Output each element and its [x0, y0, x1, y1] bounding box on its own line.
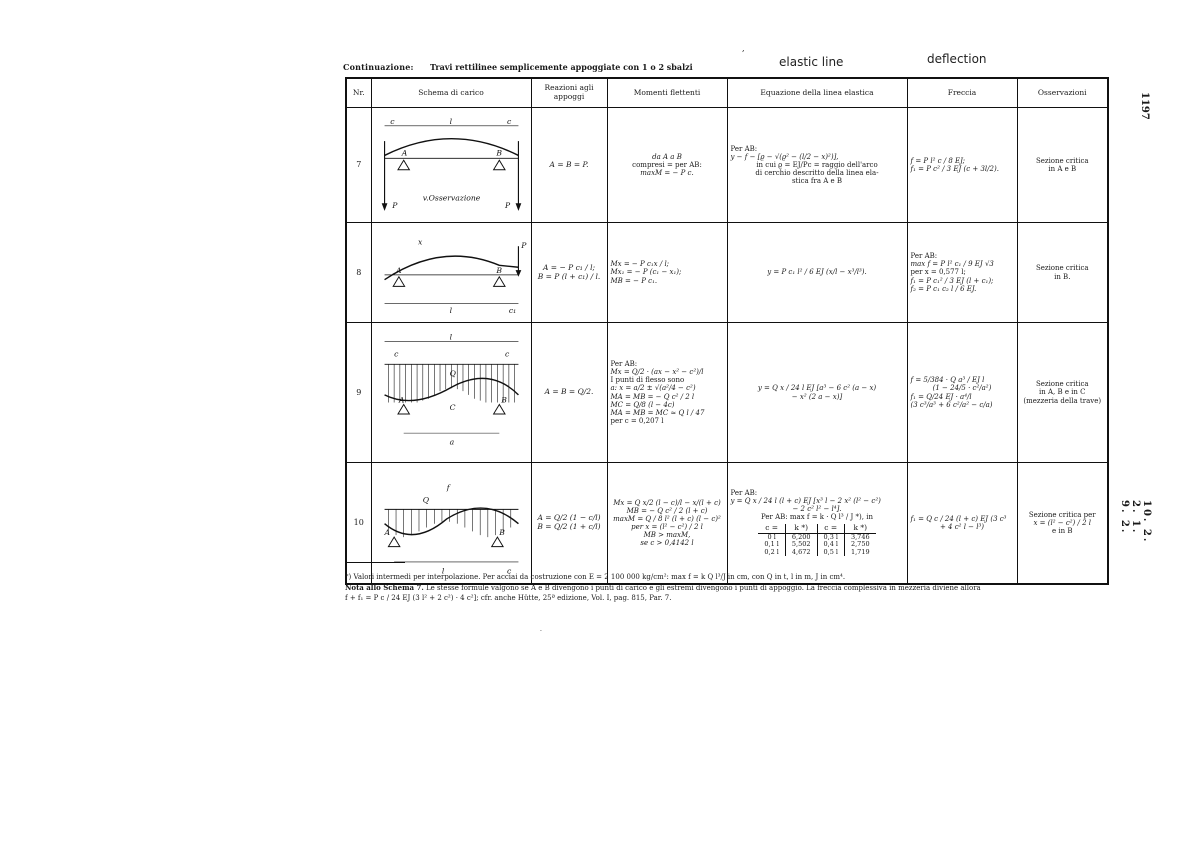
reaction-line: B = P (l + c₁) / l. — [537, 271, 601, 281]
k-value-table — [758, 524, 875, 556]
k-table-cell: 0,5 l — [817, 549, 844, 556]
row-number: 9 — [346, 323, 371, 463]
observation-cell — [1017, 463, 1108, 584]
deflection-line: f₁ = Q/24 EJ · a⁴/l — [910, 392, 972, 401]
handwritten-annotation-elastic: elastic line — [779, 55, 844, 69]
elastic-line: y = Q x / 24 l EJ [a³ − 6 c² (a − x) — [757, 384, 877, 393]
moment-line: Mx = Q/2 · (ax − x² − c²)/l — [610, 368, 704, 377]
svg-text:x: x — [417, 237, 422, 247]
moment-line: MB = − Q c² / 2 (l + c) — [626, 506, 708, 515]
deflection-line: per x = 0,577 l; — [910, 268, 966, 277]
deflection-cell — [907, 463, 1017, 584]
note-line-2: f + f₁ = P c / 24 EJ (3 l² + 2 c²) · 4 c²]; cfr. anche Hütte, 25ª edizione, Vol. I, pag. 815, Par. 7. — [345, 594, 672, 602]
beam-diagram-7 — [375, 109, 528, 221]
col-header-elastic: Equazione della linea elastica — [727, 78, 907, 108]
svg-text:A: A — [401, 148, 407, 158]
observation-cell — [1017, 223, 1108, 323]
load-diagram — [371, 323, 531, 463]
svg-text:B: B — [500, 395, 507, 405]
deflection-line: f = 5/384 · Q a³ / EJ l — [910, 376, 985, 385]
elastic-line: Per AB: — [730, 489, 758, 498]
svg-text:A: A — [384, 528, 390, 538]
svg-text:A: A — [395, 265, 402, 275]
svg-text:c: c — [389, 116, 395, 126]
svg-text:c: c — [506, 566, 511, 576]
observation-line: Sezione critica — [1035, 156, 1089, 165]
deflection-line: f₁ = Q c / 24 (l + c) EJ (3 c³ — [910, 514, 1007, 523]
k-table-cell: 4,672 — [785, 549, 817, 556]
moment-line: maxM = Q / 8 l² (l + c) (l − c)² — [613, 514, 721, 523]
svg-text:Q: Q — [449, 368, 456, 378]
svg-text:a: a — [449, 437, 454, 447]
k-table-cell: 1,719 — [844, 549, 875, 556]
observation-line: x = (l² − c²) / 2 l — [1033, 518, 1092, 527]
k-table-cell: 2,750 — [844, 541, 875, 548]
svg-text:c: c — [504, 349, 509, 359]
table-row — [346, 323, 1108, 463]
stray-mark: · — [540, 628, 542, 635]
table-header-row — [346, 78, 1108, 108]
k-table-cell: 0 l — [767, 533, 776, 541]
svg-text:A: A — [398, 395, 404, 405]
moments-cell — [607, 223, 727, 323]
col-header-observations: Osservazioni — [1017, 78, 1108, 108]
reaction-line: B = Q/2 (1 + c/l) — [537, 521, 601, 531]
deflection-cell — [907, 323, 1017, 463]
row-number: 8 — [346, 223, 371, 323]
elastic-line: y − f − [ϱ − √(ϱ² − (l/2 − x)²)], — [730, 152, 839, 161]
observation-line: (mezzeria della trave) — [1023, 396, 1102, 405]
deflection-line: f₁ = P c² / 3 EJ (c + 3l/2). — [910, 165, 999, 173]
reaction-line: A = B = Q/2. — [544, 387, 594, 397]
svg-text:P: P — [520, 241, 526, 251]
stray-mark: , — [742, 44, 745, 53]
schema-note: v.Osservazione — [422, 193, 480, 203]
moment-line: Mx = − P c₁x / l; — [610, 260, 670, 269]
observation-line: in B. — [1054, 272, 1071, 281]
section-code: 10. 2. 2. 1. 9. 2. — [1119, 500, 1152, 544]
col-header-deflection: Freccia — [907, 78, 1017, 108]
footnote-rule — [345, 562, 405, 563]
table-row — [346, 108, 1108, 223]
elastic-line: in cui ϱ = EJ/Pc = raggio dell'arco — [756, 160, 878, 169]
moment-line: MA = MB = MC ≈ Q l / 47 — [610, 408, 705, 417]
svg-text:f: f — [446, 483, 450, 493]
page-number: 1197 — [1139, 92, 1150, 120]
svg-text:B: B — [498, 528, 505, 538]
handwritten-annotation-deflection: deflection — [927, 52, 987, 66]
beam-diagram-10 — [375, 464, 528, 582]
reactions-cell — [531, 108, 607, 223]
deflection-line: (3 c³/a³ + 6 c²/a² − c/a) — [910, 400, 993, 409]
deflection-line: + 4 c² l − l³) — [939, 522, 985, 531]
k-table-cell: 3,746 — [844, 533, 875, 541]
svg-text:Q: Q — [422, 495, 429, 505]
svg-text:P: P — [504, 201, 510, 211]
elastic-line: − x² (2 a − x)] — [791, 392, 843, 401]
deflection-cell — [907, 223, 1017, 323]
moments-cell — [607, 323, 727, 463]
elastic-line-cell — [727, 463, 907, 584]
elastic-line-cell — [727, 323, 907, 463]
svg-text:l: l — [449, 306, 452, 316]
elastic-line-cell — [727, 108, 907, 223]
moment-line: MB = − P c₁. — [610, 276, 658, 285]
elastic-line: Per AB: — [730, 144, 758, 153]
moment-line: Per AB: — [610, 360, 638, 369]
k-table-cell: 0,4 l — [817, 541, 844, 548]
moment-line: maxM = − P c. — [640, 169, 694, 178]
deflection-line: Per AB: — [910, 252, 938, 261]
moment-line: MB > maxM, — [643, 530, 691, 539]
moment-line: Mx = Q x/2 (l − c)/l − x/(l + c) — [613, 498, 721, 507]
reaction-line: A = Q/2 (1 − c/l) — [537, 513, 601, 523]
beam-formula-table — [345, 77, 1109, 585]
beam-diagram-8 — [375, 224, 528, 321]
elastic-line-cell — [727, 223, 907, 323]
elastic-line: y = Q x / 24 l (l + c) EJ [x³ l − 2 x² (l² − c²) — [730, 497, 881, 506]
deflection-cell — [907, 108, 1017, 223]
beam-diagram-9 — [375, 324, 528, 461]
svg-text:l: l — [441, 566, 444, 576]
table-row — [346, 463, 1108, 584]
moment-line: I punti di flesso sono — [610, 376, 685, 385]
moments-cell — [607, 463, 727, 584]
moment-line: compresi = per AB: — [632, 160, 702, 169]
elastic-note: Per AB: max f = k · Q l³ / J *), in — [761, 513, 873, 522]
observation-line: Sezione critica — [1035, 264, 1089, 273]
k-table-cell: 5,502 — [785, 541, 817, 548]
moments-cell — [607, 108, 727, 223]
reaction-line: A = − P c₁ / l; — [543, 262, 595, 272]
continuation-label: Continuazione: — [343, 62, 414, 72]
svg-text:B: B — [495, 148, 502, 158]
table-title: Travi rettilinee semplicemente appoggiate con 1 o 2 sbalzi — [430, 62, 693, 72]
row-number: 10 — [346, 463, 371, 584]
deflection-line: f = P l² c / 8 EJ; — [910, 156, 966, 165]
col-header-reactions: Reazioni agli appoggi — [531, 78, 607, 108]
moment-line: MC = Q/8 (l − 4c) — [610, 400, 675, 409]
svg-text:l: l — [449, 116, 452, 126]
deflection-line: (1 − 24/5 · c²/a²) — [932, 384, 992, 393]
observation-line: e in B — [1052, 526, 1073, 535]
load-diagram — [371, 463, 531, 584]
k-table-cell: 0,2 l — [764, 548, 779, 556]
note-text: Le stesse formule valgono se A e B divengono i punti di carico e gli estremi divengono i punti di appoggio. La freccia complessiva in mezzeria diviene allora — [426, 583, 981, 592]
svg-text:P: P — [391, 201, 397, 211]
svg-text:C: C — [449, 403, 455, 413]
elastic-line: y = P c₁ l² / 6 EJ (x/l − x³/l³). — [767, 268, 867, 277]
observation-line: Sezione critica — [1035, 380, 1089, 389]
svg-text:B: B — [495, 265, 502, 275]
moment-line: per x = (l² − c²) / 2 l — [631, 522, 703, 531]
svg-text:c: c — [393, 349, 398, 359]
deflection-line: max f = P l² c₁ / 9 EJ √3 — [910, 260, 994, 269]
elastic-line: stica fra A e B — [791, 177, 843, 186]
reaction-line: A = B = P. — [549, 159, 589, 169]
load-diagram — [371, 223, 531, 323]
observation-line: in A, B e in C — [1038, 388, 1086, 397]
col-header-nr: Nr. — [346, 78, 371, 108]
moment-line: per c = 0,207 l — [610, 416, 664, 425]
observation-line: in A e B — [1048, 165, 1077, 173]
col-header-schema: Schema di carico — [371, 78, 531, 108]
elastic-line: di cerchio descritto della linea ela- — [755, 169, 879, 178]
deflection-line: f₁ = P c₁² / 3 EJ (l + c₁); — [910, 276, 994, 285]
col-header-moments: Momenti flettenti — [607, 78, 727, 108]
footnotes — [345, 572, 1135, 604]
elastic-line: − 2 c² l² − l⁴]. — [792, 505, 842, 514]
svg-text:c₁: c₁ — [508, 306, 516, 316]
moment-line: MA = MB = − Q c² / 2 l — [610, 392, 695, 401]
k-table-header: k *) — [844, 524, 875, 533]
row-number: 7 — [346, 108, 371, 223]
reactions-cell — [531, 223, 607, 323]
moment-line: a: x = a/2 ± √(a²/4 − c²) — [610, 384, 696, 393]
observation-cell — [1017, 108, 1108, 223]
k-table-cell: 0,3 l — [817, 533, 844, 541]
footnote-star: *) Valori intermedi per interpolazione. Per acciai da costruzione con E = 2 100 000 kg/cm²: max f = k Q l³/J in cm, con Q in t, l in m, J in cm⁴. — [345, 573, 846, 581]
observation-cell — [1017, 323, 1108, 463]
observation-line: Sezione critica per — [1028, 510, 1096, 519]
k-table-header: c = — [817, 524, 844, 533]
k-table-header: k *) — [785, 524, 817, 533]
moment-line: Mx₁ = − P (c₁ − x₁); — [610, 268, 682, 277]
reactions-cell — [531, 463, 607, 584]
load-diagram — [371, 108, 531, 223]
svg-text:c: c — [506, 116, 511, 126]
reactions-cell — [531, 323, 607, 463]
k-table-cell: 6,200 — [785, 533, 817, 541]
k-table-cell: 0,1 l — [764, 541, 779, 549]
deflection-line: f₂ = P c₁ c₂ l / 6 EJ. — [910, 284, 977, 293]
moment-line: da A a B — [652, 152, 682, 161]
note-label: Nota allo Schema 7. — [345, 582, 424, 592]
table-row — [346, 223, 1108, 323]
moment-line: se c > 0,4142 l — [640, 538, 694, 547]
k-table-header: c = — [758, 524, 785, 533]
svg-text:l: l — [449, 332, 452, 342]
